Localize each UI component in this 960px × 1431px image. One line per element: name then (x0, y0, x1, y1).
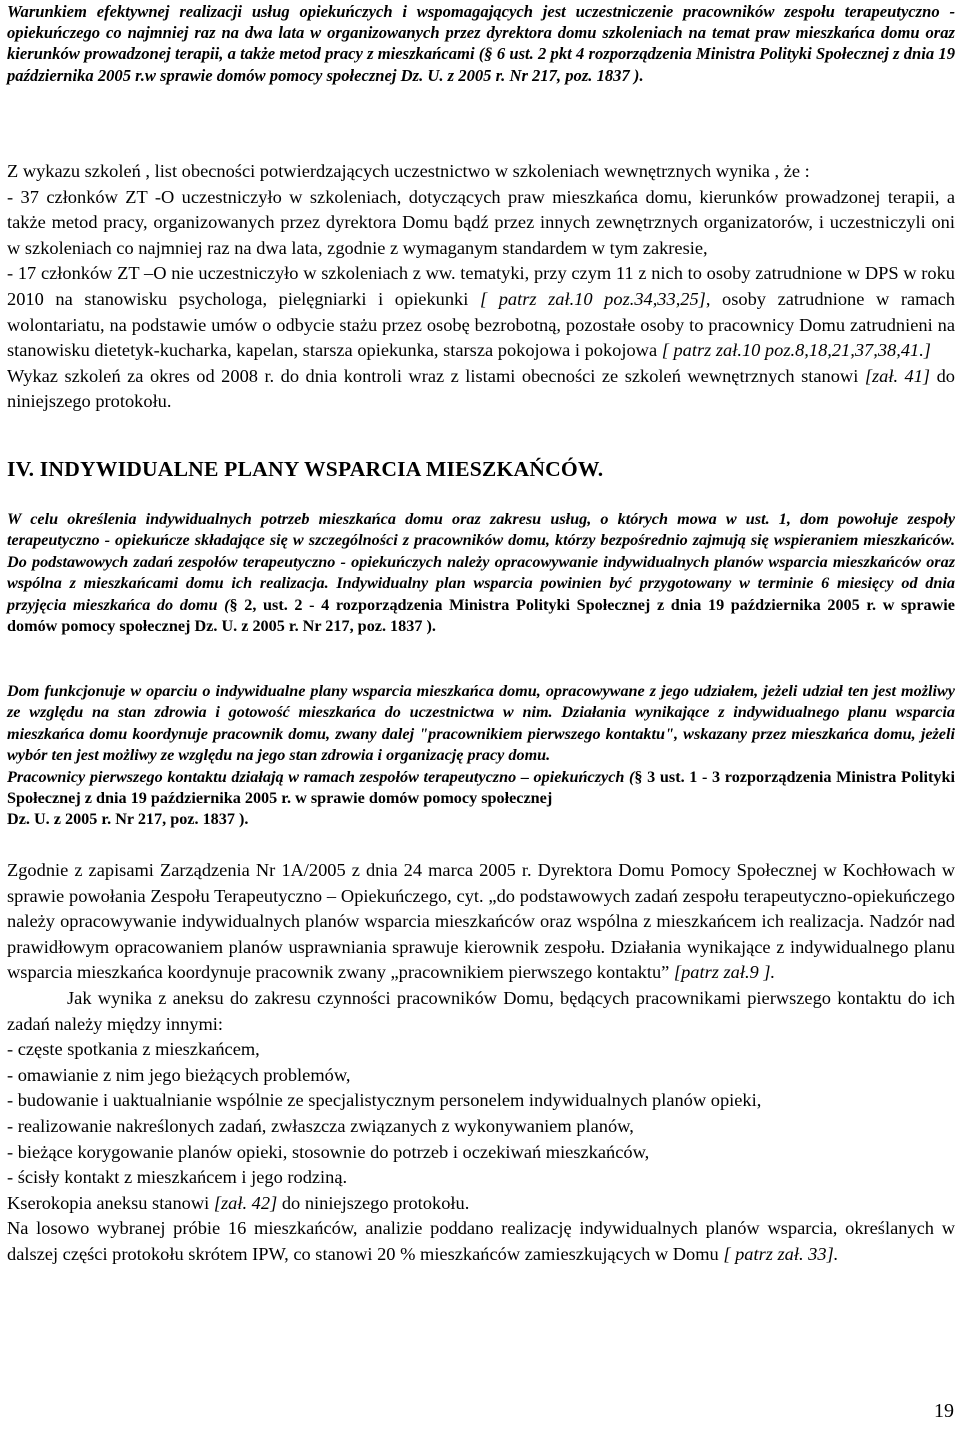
first-contact-paragraph (7, 767, 955, 831)
ipw-legal-citation: § 2, ust. 2 - 4 rozporządzenia Ministra Polityki Społecznej z dnia 19 października 2005 r. w sprawie domów pomocy społecznej Dz. U. z 2005 r. Nr 217, poz. 1837 ). (7, 595, 955, 636)
task-item: - bieżące korygowanie planów opieki, stosownie do potrzeb i oczekiwań mieszkańców, (7, 1141, 650, 1162)
ipw-operation-paragraph: Dom funkcjonuje w oparciu o indywidualne plany wsparcia mieszkańca domu, opracowywane z jego udziałem, jeżeli udział ten jest możliwy ze względu na stan zdrowia i gotowość mieszkańca do uczestnictwa w nim. Działania wynikające z indywidualnego planu wsparcia mieszkańca domu koordynuje pracownik domu, zwany dalej "pracownikiem pierwszego kontaktu", wskazany przez mieszkańca domu, jeżeli wybór ten jest możliwy ze względu na jego stan zdrowia i organizację pracy domu. (7, 682, 955, 765)
page-number: 19 (934, 1400, 954, 1422)
task-item: - budowanie i uaktualnianie wspólnie ze specjalistycznym personelem indywidualnych planów opieki, (7, 1090, 762, 1111)
ipw-legal-text: W celu określenia indywidualnych potrzeb mieszkańca domu oraz zakresu usług, o których mowa w ust. 1, dom powołuje zespoły terapeutyczno - opiekuńcze składające się w szczególności z pracowników domu, którzy bezpośrednio zajmują się wspieraniem mieszkańców. Do podstawowych zadań zespołów terapeutyczno - opiekuńczych należy opracowywanie indywidualnych planów wsparcia mieszkańców oraz wspólna z mieszkańcami domu ich realizacja. Indywidualny plan wsparcia powinien być przygotowany w terminie 6 miesięcy od dnia przyjęcia mieszkańca do domu ( (7, 510, 955, 614)
ipw-legal-paragraph (7, 509, 955, 637)
training-list-paragraph (7, 364, 955, 415)
attachment-ref: [ patrz zał.10 poz.34,33,25] (479, 288, 706, 309)
first-contact-citation: § 3 ust. 1 - 3 rozporządzenia Ministra Polityki Społecznej z dnia 19 października 2005 r. w sprawie domów pomocy społecznej (7, 767, 955, 808)
annex-copy-text: Kserokopia aneksu stanowi (7, 1192, 214, 1213)
training-summary-line: Z wykazu szkoleń , list obecności potwierdzających uczestnictwo w szkoleniach wewnętrznych wynika , że : (7, 161, 810, 181)
task-item: - omawianie z nim jego bieżących problemów, (7, 1064, 351, 1085)
trained-members-paragraph: - 37 członków ZT -O uczestniczyło w szkoleniach, dotyczących praw mieszkańca domu, kierunków prowadzonej terapii, a także metod pracy, organizowanych przez dyrektora Domu bądź przez innych zewnętrznych organizatorów, i uczestniczyli oni w szkoleniach co najmniej raz na dwa lata, zgodnie z wymaganym standardem w tym zakresie, (7, 186, 955, 258)
untrained-text-2: , osoby zatrudnione w ramach wolontariatu, na podstawie umów o odbycie stażu przez osobę bezrobotną, pozostałe osoby to pracownicy Domu zatrudnieni na stanowisku dietetyk-kucharka, kapelan, starsza opiekunka, starsza pokojowa i pokojowa (7, 288, 955, 361)
attachment-ref: [zał. 41] (864, 365, 931, 386)
untrained-text-1: - 17 członków ZT –O nie uczestniczyło w szkoleniach z ww. tematyki, przy czym 11 z nich to osoby zatrudnione w DPS w roku 2010 na stanowisku psychologa, pielęgniarki i opiekunki (7, 263, 955, 309)
sample-paragraph (7, 1216, 955, 1267)
training-list-text: Wykaz szkoleń za okres od 2008 r. do dnia kontroli wraz z listami obecności ze szkoleń wewnętrznych stanowi (7, 365, 865, 386)
annex-copy-line (7, 1191, 955, 1217)
ordinance-paragraph (7, 858, 955, 986)
ipw-operation-block (7, 681, 955, 831)
annex-paragraph: Jak wynika z aneksu do zakresu czynności pracowników Domu, będących pracownikami pierwszego kontaktu do ich zadań należy między innymi: (7, 987, 955, 1034)
ordinance-block (7, 858, 955, 1268)
annex-copy-end: do niniejszego protokołu. (277, 1192, 470, 1213)
training-list-end: do niniejszego protokołu. (7, 365, 955, 412)
intro-paragraph: Warunkiem efektywnej realizacji usług opiekuńczych i wspomagających jest uczestniczenie pracowników zespołu terapeutyczno - opiekuńczego co najmniej raz na dwa lata w organizowanych przez dyrektora domu szkoleniach na temat praw mieszkańca domu oraz kierunków prowadzonej terapii, a także metod pracy z mieszkańcami (§ 6 ust. 2 pkt 4 rozporządzenia Ministra Polityki Społecznej z dnia 19 października 2005 r.w sprawie domów pomocy społecznej Dz. U. z 2005 r. Nr 217, poz. 1837 ). (7, 2, 955, 85)
untrained-members-paragraph (7, 261, 955, 363)
task-item: - ścisły kontakt z mieszkańcem i jego rodziną. (7, 1167, 348, 1188)
attachment-ref: [zał. 42] (213, 1192, 278, 1213)
section-heading: IV. INDYWIDUALNE PLANY WSPARCIA MIESZKAŃCÓW. (7, 457, 604, 481)
task-list (7, 1037, 955, 1191)
first-contact-citation-end: Dz. U. z 2005 r. Nr 217, poz. 1837 ). (7, 810, 249, 829)
task-item: - częste spotkania z mieszkańcem, (7, 1039, 260, 1060)
sample-text: Na losowo wybranej próbie 16 mieszkańców, analizie poddano realizację indywidualnych planów wsparcia, określanych w dalszej części protokołu skrótem IPW, co stanowi 20 % mieszkańców zamieszkujących w Domu (7, 1218, 955, 1264)
task-item: - realizowanie nakreślonych zadań, zwłaszcza związanych z wykonywaniem planów, (7, 1115, 634, 1136)
attachment-ref: [patrz zał.9 ]. (673, 962, 776, 983)
first-contact-text: Pracownicy pierwszego kontaktu działają w ramach zespołów terapeutyczno – opiekuńczych ( (7, 767, 635, 786)
attachment-ref: [ patrz zał. 33]. (723, 1243, 839, 1264)
training-report (7, 159, 955, 415)
ordinance-text: Zgodnie z zapisami Zarządzenia Nr 1A/2005 z dnia 24 marca 2005 r. Dyrektora Domu Pomocy Społecznej w Kochłowach w sprawie powołania Zespołu Terapeutyczno – Opiekuńczego, cyt. „do podstawowych zadań zespołu terapeutyczno-opiekuńczego należy opracowywanie indywidualnych planów wsparcia mieszkańców oraz wspólna z mieszkańcem ich realizacja. Nadzór nad prawidłowym opracowaniem planów usprawniania sprawuje kierownik zespołu. Działania wynikające z indywidualnego planu wsparcia mieszkańca koordynuje pracownik zwany „pracownikiem pierwszego kontaktu” (7, 860, 955, 983)
attachment-ref: [ patrz zał.10 poz.8,18,21,37,38,41.] (661, 340, 931, 361)
